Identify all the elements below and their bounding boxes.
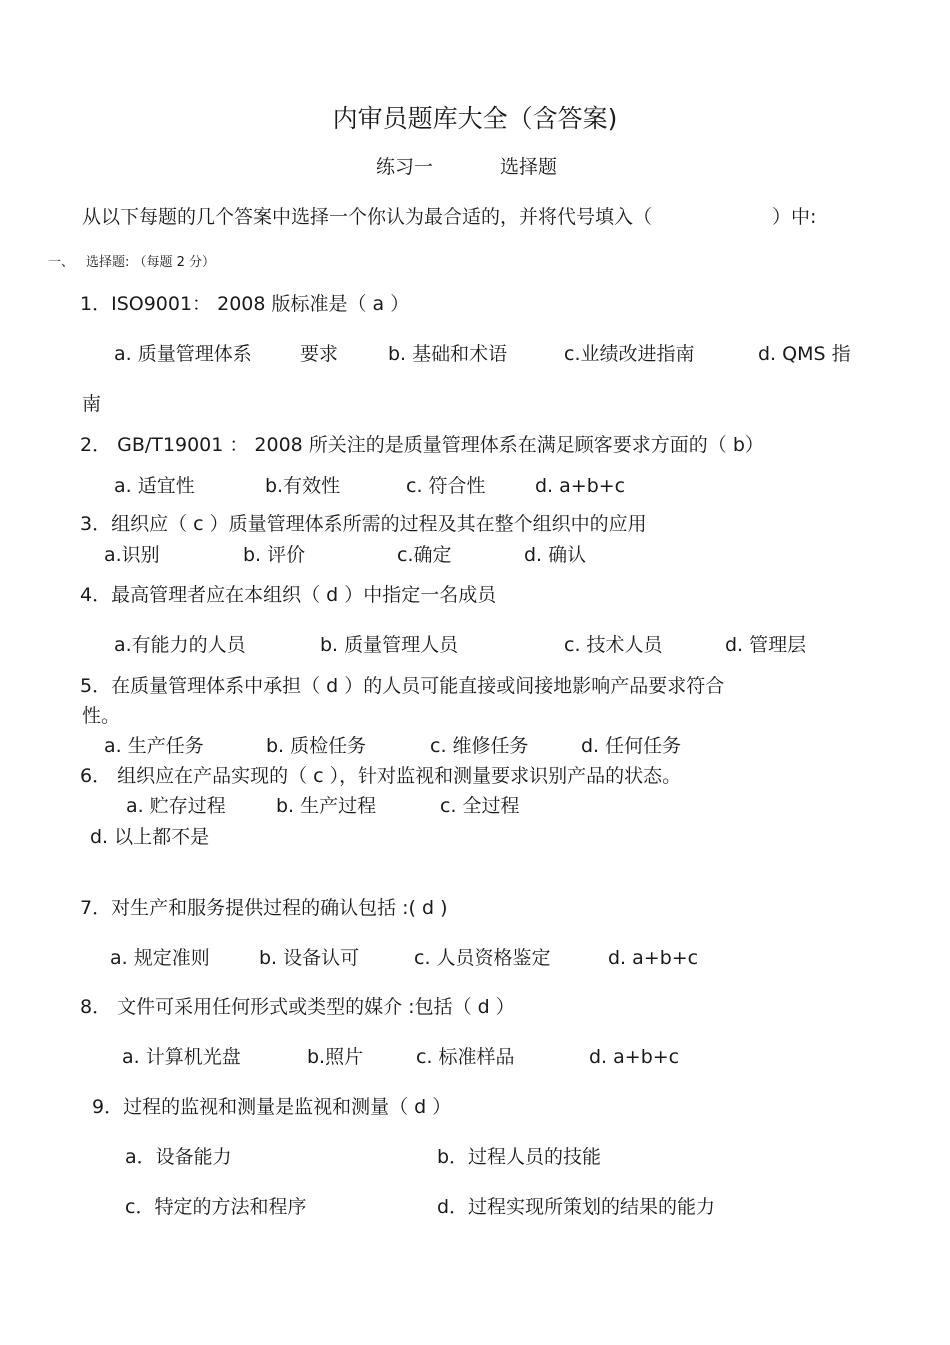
q9-option-a: a．设备能力 [125, 1146, 232, 1168]
q5-option-d: d. 任何任务 [581, 735, 682, 757]
q8-option-d: d. a+b+c [589, 1046, 680, 1068]
instruction-end: ）中: [772, 206, 817, 228]
q5-option-a: a. 生产任务 [104, 735, 204, 757]
q1-option-d: d. QMS 指 [758, 343, 851, 365]
q4-option-a: a.有能力的人员 [114, 634, 246, 656]
q2-option-a: a. 适宜性 [114, 475, 195, 497]
instruction-text: 从以下每题的几个答案中选择一个你认为最合适的，并将代号填入（ [82, 206, 653, 228]
q8-option-b: b.照片 [307, 1046, 364, 1068]
q9-option-c: c．特定的方法和程序 [125, 1196, 307, 1218]
q1-option-d-cont: 南 [82, 393, 102, 415]
exercise-label: 练习一 [376, 156, 434, 178]
question-2: 2． GB/T19001 ： 2008 所关注的是质量管理体系在满足顾客要求方面的（ b） [80, 434, 764, 456]
q8-option-c: c. 标准样品 [416, 1046, 515, 1068]
q9-option-d: d．过程实现所策划的结果的能力 [437, 1196, 716, 1218]
section-heading: 选择题: （每题 2 分） [86, 255, 216, 270]
q1-option-b: b. 基础和术语 [388, 343, 508, 365]
question-1: 1．ISO9001： 2008 版标准是（ a ） [80, 293, 410, 315]
q7-option-b: b. 设备认可 [259, 947, 360, 969]
document-title: 内审员题库大全（含答案) [332, 104, 618, 133]
q3-option-c: c.确定 [397, 544, 452, 566]
q5-option-c: c. 维修任务 [430, 735, 529, 757]
question-3: 3．组织应（ c ）质量管理体系所需的过程及其在整个组织中的应用 [80, 513, 647, 535]
q6-option-a: a. 贮存过程 [126, 795, 226, 817]
q3-option-b: b. 评价 [243, 544, 306, 566]
section-number: 一、 [48, 255, 75, 270]
q6-option-b: b. 生产过程 [276, 795, 377, 817]
q1-option-c: c.业绩改进指南 [564, 343, 695, 365]
q4-option-c: c. 技术人员 [564, 634, 663, 656]
q4-option-b: b. 质量管理人员 [320, 634, 459, 656]
q3-option-a: a.识别 [104, 544, 160, 566]
q2-option-b: b.有效性 [265, 475, 341, 497]
question-6: 6． 组织应在产品实现的（ c ），针对监视和测量要求识别产品的状态。 [80, 765, 682, 787]
q6-option-c: c. 全过程 [440, 795, 520, 817]
q1-option-a: a. 质量管理体系 [114, 343, 252, 365]
q7-option-d: d. a+b+c [608, 947, 699, 969]
question-8: 8． 文件可采用任何形式或类型的媒介 :包括（ d ） [80, 996, 515, 1018]
q7-option-a: a. 规定准则 [110, 947, 210, 969]
question-7: 7．对生产和服务提供过程的确认包括 :( d ) [80, 897, 448, 919]
q4-option-d: d. 管理层 [725, 634, 807, 656]
q3-option-d: d. 确认 [524, 544, 587, 566]
q1-option-a-cont: 要求 [300, 343, 339, 365]
q8-option-a: a. 计算机光盘 [122, 1046, 241, 1068]
q2-option-c: c. 符合性 [406, 475, 486, 497]
question-9: 9．过程的监视和测量是监视和测量（ d ） [92, 1096, 452, 1118]
question-5: 5．在质量管理体系中承担（ d ）的人员可能直接或间接地影响产品要求符合 [80, 675, 725, 697]
question-5-cont: 性。 [82, 705, 121, 727]
exercise-type: 选择题 [500, 156, 558, 178]
q7-option-c: c. 人员资格鉴定 [414, 947, 551, 969]
question-4: 4．最高管理者应在本组织（ d ）中指定一名成员 [80, 584, 497, 606]
q6-option-d: d. 以上都不是 [90, 826, 210, 848]
q5-option-b: b. 质检任务 [266, 735, 367, 757]
q9-option-b: b．过程人员的技能 [437, 1146, 602, 1168]
q2-option-d: d. a+b+c [535, 475, 626, 497]
